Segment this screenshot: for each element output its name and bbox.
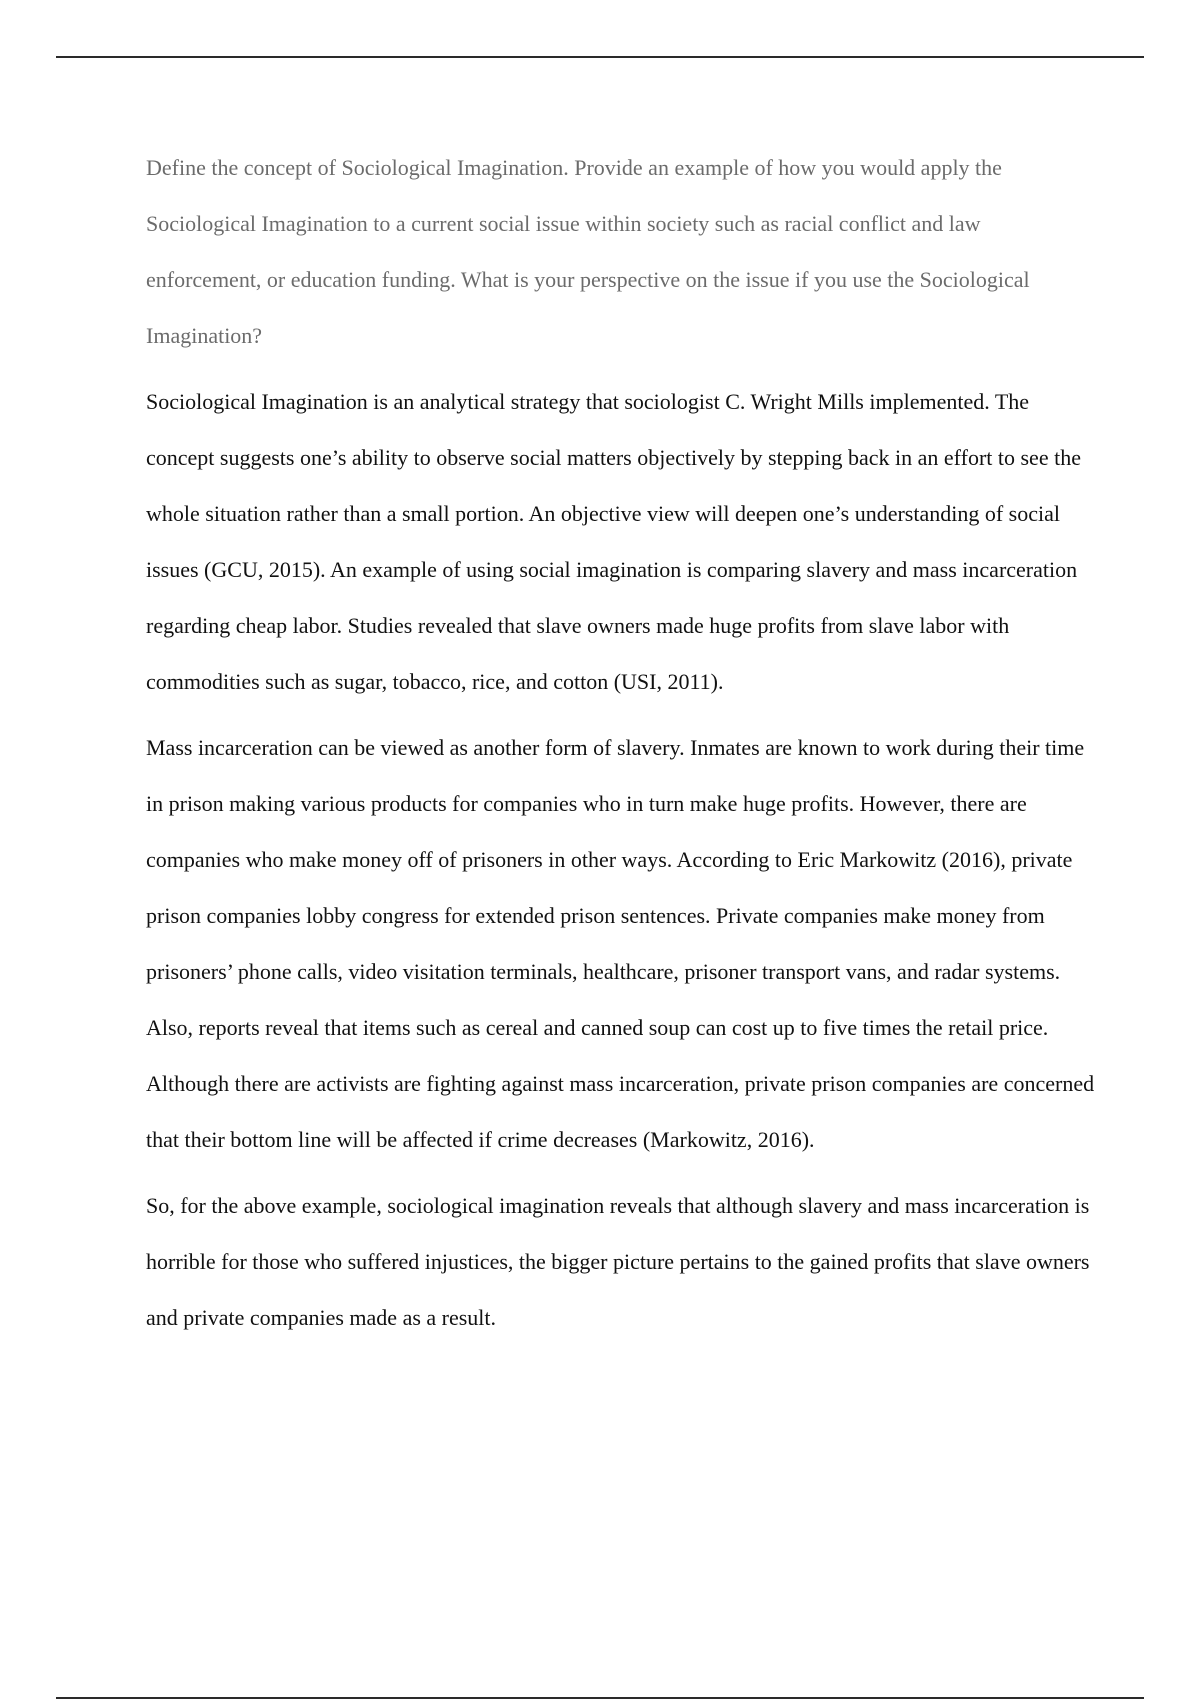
footer-rule bbox=[56, 1697, 1144, 1699]
header-rule bbox=[56, 56, 1144, 58]
answer-paragraph-1: Sociological Imagination is an analytical strategy that sociologist C. Wright Mills implemented. The concept suggests one’s ability to observe social matters objectively by stepping back in an effort to see the whole situation rather than a small portion. An objective view will deepen one’s understanding of social issues (GCU, 2015). An example of using social imagination is comparing slavery and mass incarceration regarding cheap labor. Studies revealed that slave owners made huge profits from slave labor with commodities such as sugar, tobacco, rice, and cotton (USI, 2011). bbox=[146, 389, 1081, 694]
answer-paragraph-3: So, for the above example, sociological imagination reveals that although slavery and mass incarceration is horrible for those who suffered injustices, the bigger picture pertains to the gained profits that slave owners and private companies made as a result. bbox=[146, 1193, 1090, 1330]
document-body bbox=[146, 140, 1096, 1356]
answer-paragraph-2: Mass incarceration can be viewed as another form of slavery. Inmates are known to work during their time in prison making various products for companies who in turn make huge profits. However, there are companies who make money off of prisoners in other ways. According to Eric Markowitz (2016), private prison companies lobby congress for extended prison sentences. Private companies make money from prisoners’ phone calls, video visitation terminals, healthcare, prisoner transport vans, and radar systems. Also, reports reveal that items such as cereal and canned soup can cost up to five times the retail price. Although there are activists are fighting against mass incarceration, private prison companies are concerned that their bottom line will be affected if crime decreases (Markowitz, 2016). bbox=[146, 735, 1095, 1152]
question-paragraph: Define the concept of Sociological Imagination. Provide an example of how you would apply the Sociological Imagination to a current social issue within society such as racial conflict and law enforcement, or education funding. What is your perspective on the issue if you use the Sociological Imagination? bbox=[146, 155, 1030, 348]
